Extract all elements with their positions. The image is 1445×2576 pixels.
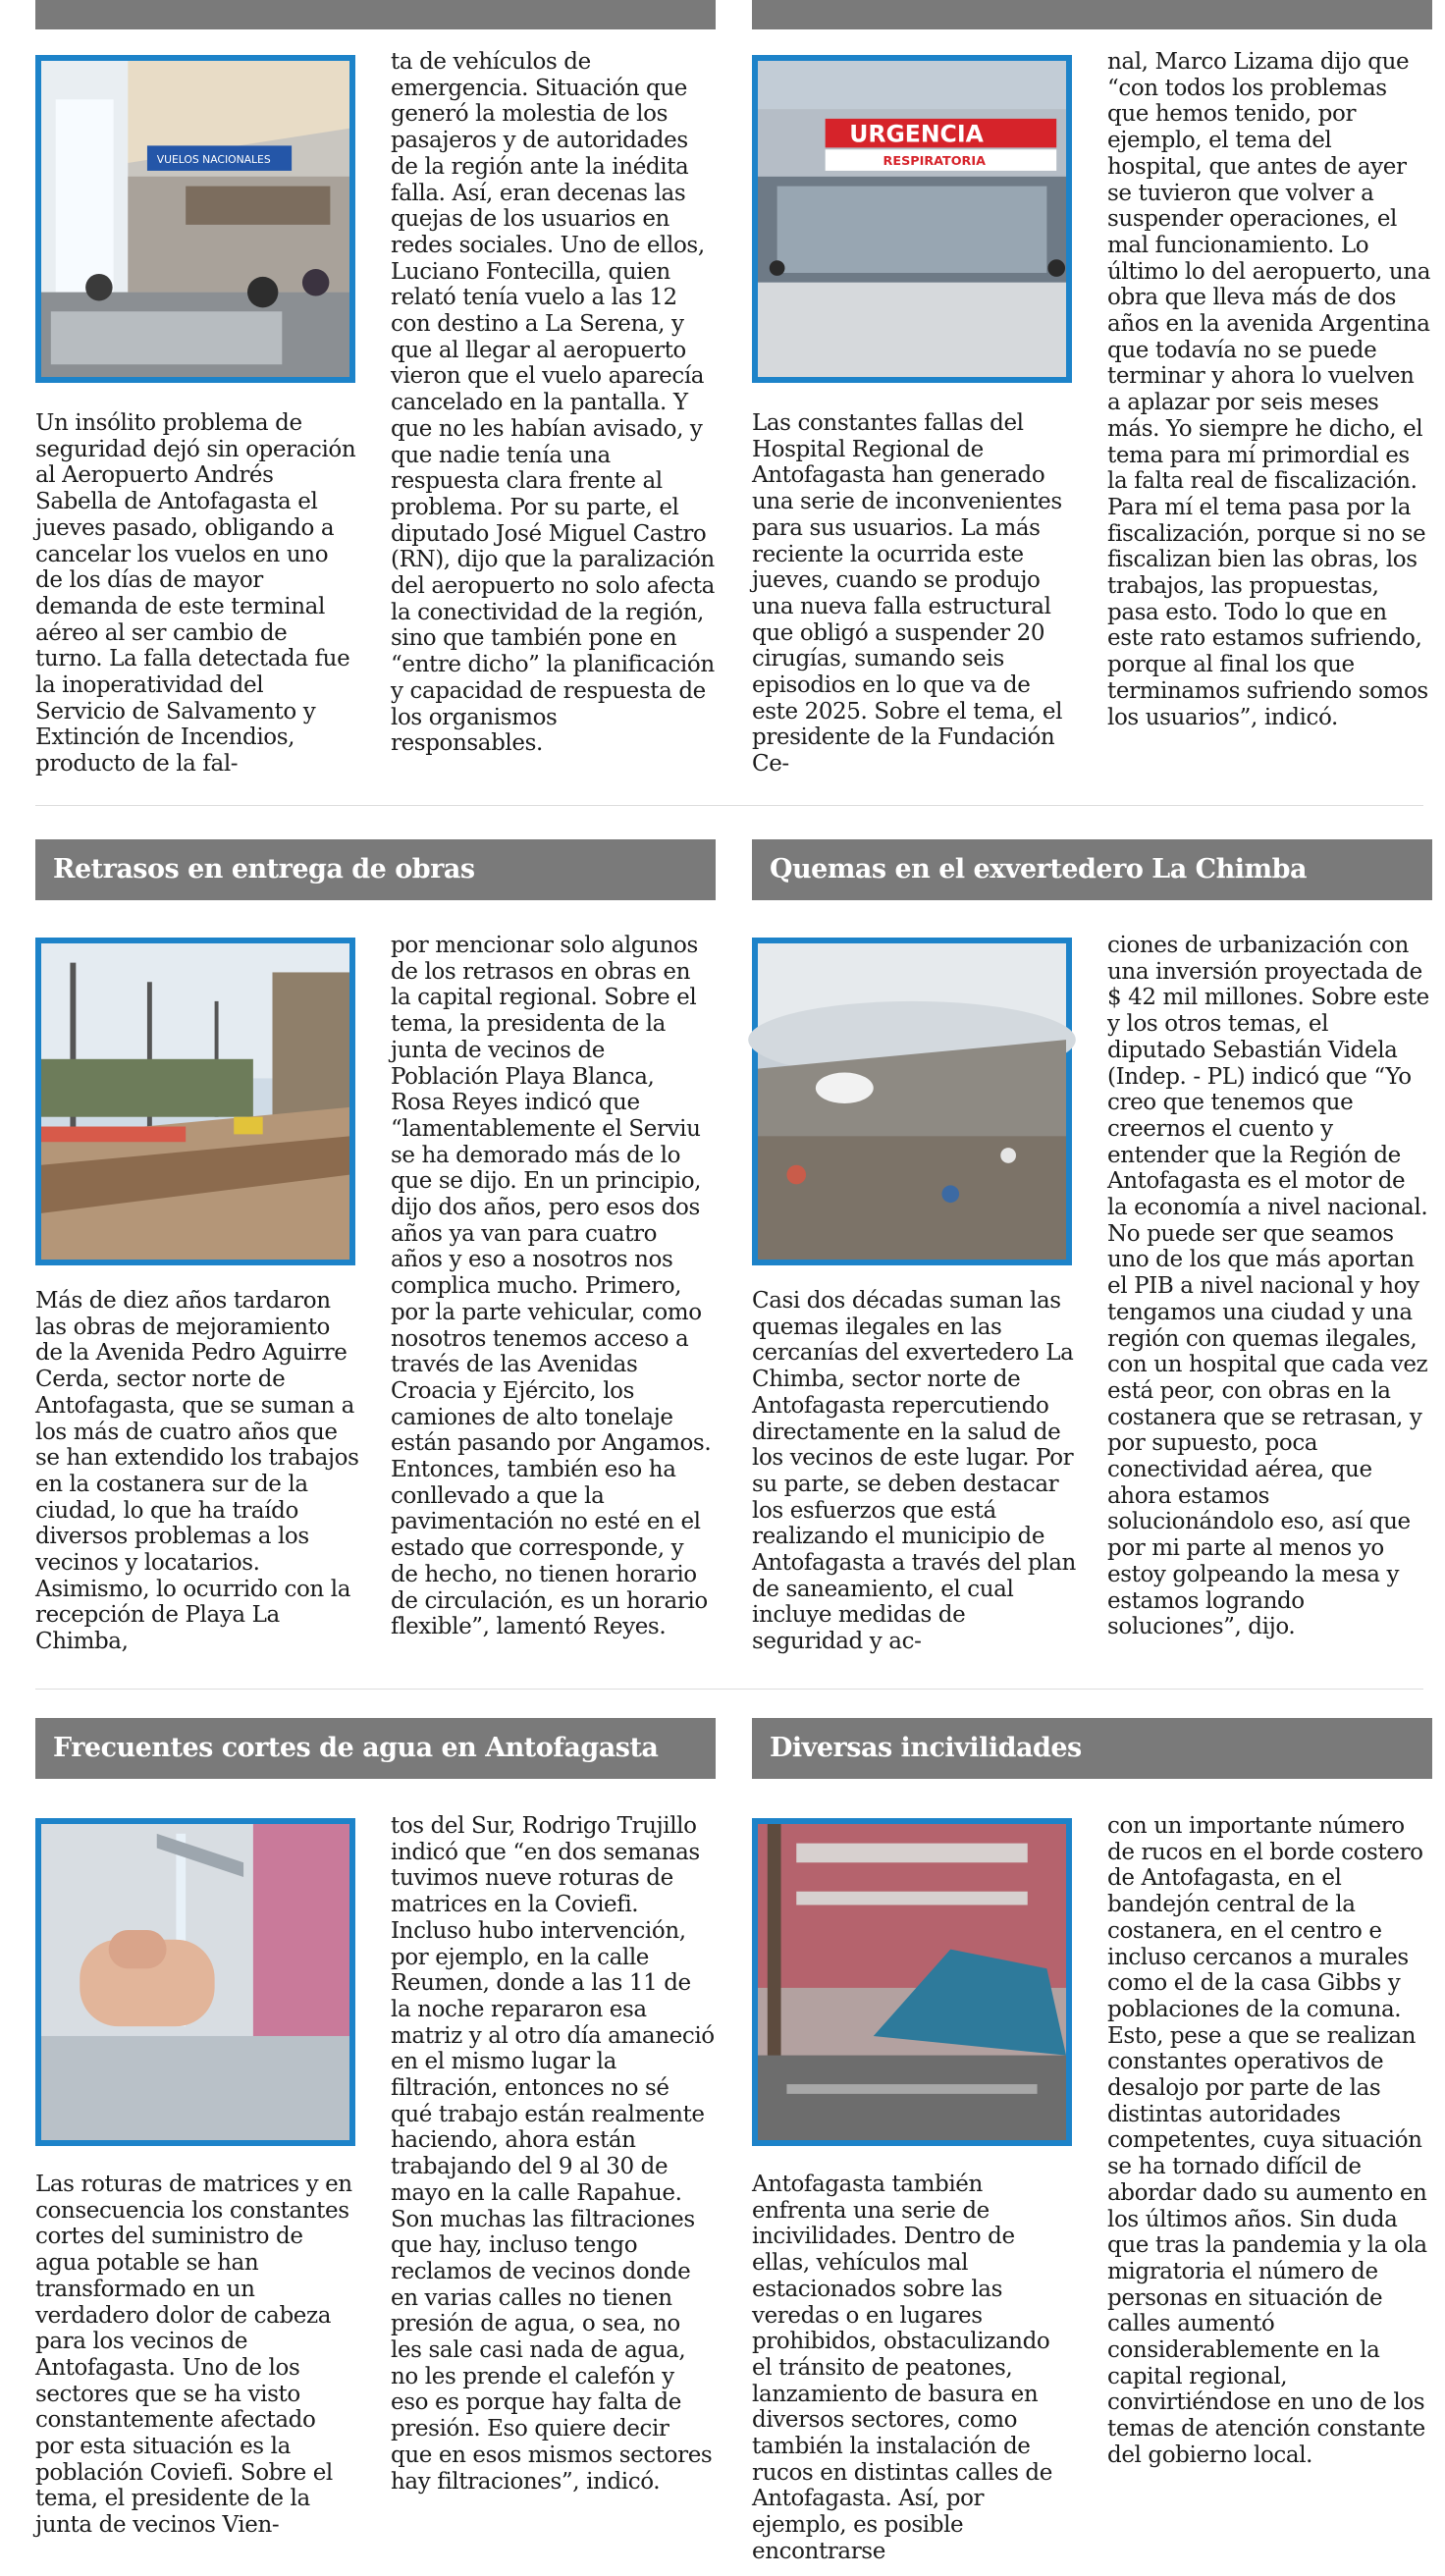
photo-obras-avenida <box>35 938 355 1265</box>
photo-lavaplatos-agua <box>35 1818 355 2146</box>
airport-sign-text: VUELOS NACIONALES <box>156 153 271 167</box>
article-obras-col2: por mencionar solo algunos de los retrasos en obras en la capital regional. Sobre el tema, la presidenta de la junta de vecinos de Población Playa Blanca, Rosa Reyes indicó que “lamentablemente el Serviu se ha demorado más de lo que se dijo. En un principio, dijo dos años, pero esos dos años ya van para cuatro años y eso a nosotros nos complica mucho. Primero, por la parte vehicular, como nosotros tenemos acceso a través de las Avenidas Croacia y Ejército, los camiones de alto tonelaje están pasando por Angamos. Entonces, también eso ha conllevado a que la pavimentación no esté en el estado que corresponde, y de hecho, no tienen horario de circulación, es un horario flexible”, lamentó Reyes. <box>391 933 712 1640</box>
photo-airport-terminal <box>35 55 355 383</box>
article-agua-col2: tos del Sur, Rodrigo Trujillo indicó que “en dos semanas tuvimos nueve roturas de matrices en la Coviefi. Incluso hubo intervención, por ejemplo, en la calle Reumen, donde a las 11 de la noche repararon esa matriz y al otro día amaneció en el mismo lugar la filtración, entonces no sé qué trabajo están realmente haciendo, ahora están trabajando del 9 al 30 de mayo en la calle Rapahue. Son muchas las filtraciones que hay, incluso tengo reclamos de vecinos donde en varias calles no tienen presión de agua, o sea, no les sale casi nada de agua, no les prende el calefón y eso es porque hay falta de presión. Eso quiere decir que en esos mismos sectores hay filtraciones”, indicó. <box>391 1813 715 2495</box>
section-header-aeropuerto <box>35 0 716 29</box>
photo-hospital-urgencia <box>752 55 1072 383</box>
section-header-hospital <box>752 0 1432 29</box>
section-title-chimba: Quemas en el exvertedero La Chimba <box>752 839 1432 900</box>
photo-carpa-ruco <box>752 1818 1072 2146</box>
section-title-agua: Frecuentes cortes de agua en Antofagasta <box>35 1718 716 1779</box>
hospital-sign-respiratoria: RESPIRATORIA <box>883 154 987 170</box>
hospital-sign-urgencia: URGENCIA <box>849 120 984 148</box>
article-chimba-col2: ciones de urbanización con una inversión proyectada de $ 42 mil millones. Sobre este y los otros temas, el diputado Sebastián Videla (Indep. - PL) indicó que “Yo creo que tenemos que creernos el cuento y entender que la Región de Antofagasta es el motor de la economía a nivel nacional. No puede ser que seamos uno de los que más aportan el PIB a nivel nacional y hoy tengamos una ciudad y una región con quemas ilegales, con un hospital que cada vez está peor, con obras en la costanera que se retrasan, y por supuesto, poca conectividad aérea, que ahora estamos solucionándolo eso, así que por mi parte al menos yo estoy golpeando la mesa y estamos logrando soluciones”, dijo. <box>1107 933 1429 1640</box>
separator <box>35 1689 1423 1690</box>
article-hospital-col2: nal, Marco Lizama dijo que “con todos los problemas que hemos tenido, por ejemplo, el tema del hospital, que antes de ayer se tuvieron que volver a suspender operaciones, el mal funcionamiento. Lo último lo del aeropuerto, una obra que lleva más de dos años en la avenida Argentina que todavía no se puede terminar y ahora lo vuelven a aplazar por seis meses más. Yo siempre he dicho, el tema para mí primordial es la falta real de fiscalización. Para mí el tema pasa por la fiscalización, porque si no se fiscalizan bien las obras, los trabajos, las propuestas, pasa esto. Todo lo que en este rato estamos sufriendo, porque al final los que terminamos sufriendo somos los usuarios”, indicó. <box>1107 49 1431 730</box>
article-aeropuerto-col2: ta de vehículos de emergencia. Situación que generó la molestia de los pasajeros y de autoridades de la región ante la inédita falla. Así, eran decenas las quejas de los usuarios en redes sociales. Uno de ellos, Luciano Fontecilla, quien relató tenía vuelo a las 12 con destino a La Serena, y que al llegar al aeropuerto vieron que el vuelo aparecía cancelado en la pantalla. Y que no les habían avisado, y que nadie tenía una respuesta clara frente al problema. Por su parte, el diputado José Miguel Castro (RN), dijo que la paralización del aeropuerto no solo afecta la conectividad de la región, sino que también pone en “entre dicho” la planificación y capacidad de respuesta de los organismos responsables. <box>391 49 715 757</box>
photo-vertedero-quemas <box>752 938 1072 1265</box>
section-title-incivilidades: Diversas incivilidades <box>752 1718 1432 1779</box>
article-hospital-col1: Las constantes fallas del Hospital Regional de Antofagasta han generado una serie de inconvenientes para sus usuarios. La más reciente la ocurrida este jueves, cuando se produjo una nueva falla estructural que obligó a suspender 20 cirugías, sumando seis episodios en lo que va de este 2025. Sobre el tema, el presidente de la Fundación Ce- <box>752 410 1063 778</box>
article-incivilidades-col2: con un importante número de rucos en el borde costero de Antofagasta, en el bandejón central de la costanera, en el centro e incluso cercanos a murales como el de la casa Gibbs y poblaciones de la comuna. Esto, pese a que se realizan constantes operativos de desalojo por parte de las distintas autoridades competentes, cuya situación se ha tornado difícil de abordar dado su aumento en los últimos años. Sin duda que tras la pandemia y la ola migratoria el número de personas en situación de calles aumentó considerablemente en la capital regional, convirtiéndose en uno de los temas de atención constante del gobierno local. <box>1107 1813 1427 2468</box>
separator <box>35 805 1423 806</box>
section-title-obras: Retrasos en entrega de obras <box>35 839 716 900</box>
article-aeropuerto-col1: Un insólito problema de seguridad dejó sin operación al Aeropuerto Andrés Sabella de Antofagasta el jueves pasado, obligando a cancelar los vuelos en uno de los días de mayor demanda de este terminal aéreo al ser cambio de turno. La falla detectada fue la inoperatividad del Servicio de Salvamento y Extinción de Incendios, producto de la fal- <box>35 410 356 778</box>
article-agua-col1: Las roturas de matrices y en consecuencia los constantes cortes del suministro de agua potable se han transformado en un verdadero dolor de cabeza para los vecinos de Antofagasta. Uno de los sectores que se ha visto constantemente afectado por esta situación es la población Coviefi. Sobre el tema, el presidente de la junta de vecinos Vien- <box>35 2172 352 2539</box>
article-incivilidades-col1: Antofagasta también enfrenta una serie de incivilidades. Dentro de ellas, vehículos mal estacionados sobre las veredas o en lugares prohibidos, obstaculizando el tránsito de peatones, lanzamiento de basura en diversos sectores, como también la instalación de rucos en distintas calles de Antofagasta. Así, por ejemplo, es posible encontrarse <box>752 2172 1052 2564</box>
article-obras-col1: Más de diez años tardaron las obras de mejoramiento de la Avenida Pedro Aguirre Cerda, sector norte de Antofagasta, que se suman a los más de cuatro años que se han extendido los trabajos en la costanera sur de la ciudad, lo que ha traído diversos problemas a los vecinos y locatarios. Asimismo, lo ocurrido con la recepción de Playa La Chimba, <box>35 1288 359 1655</box>
article-chimba-col1: Casi dos décadas suman las quemas ilegales en las cercanías del exvertedero La Chimba, sector norte de Antofagasta repercutiendo directamente en la salud de los vecinos de este lugar. Por su parte, se deben destacar los esfuerzos que está realizando el municipio de Antofagasta a través del plan de saneamiento, el cual incluye medidas de seguridad y ac- <box>752 1288 1076 1655</box>
